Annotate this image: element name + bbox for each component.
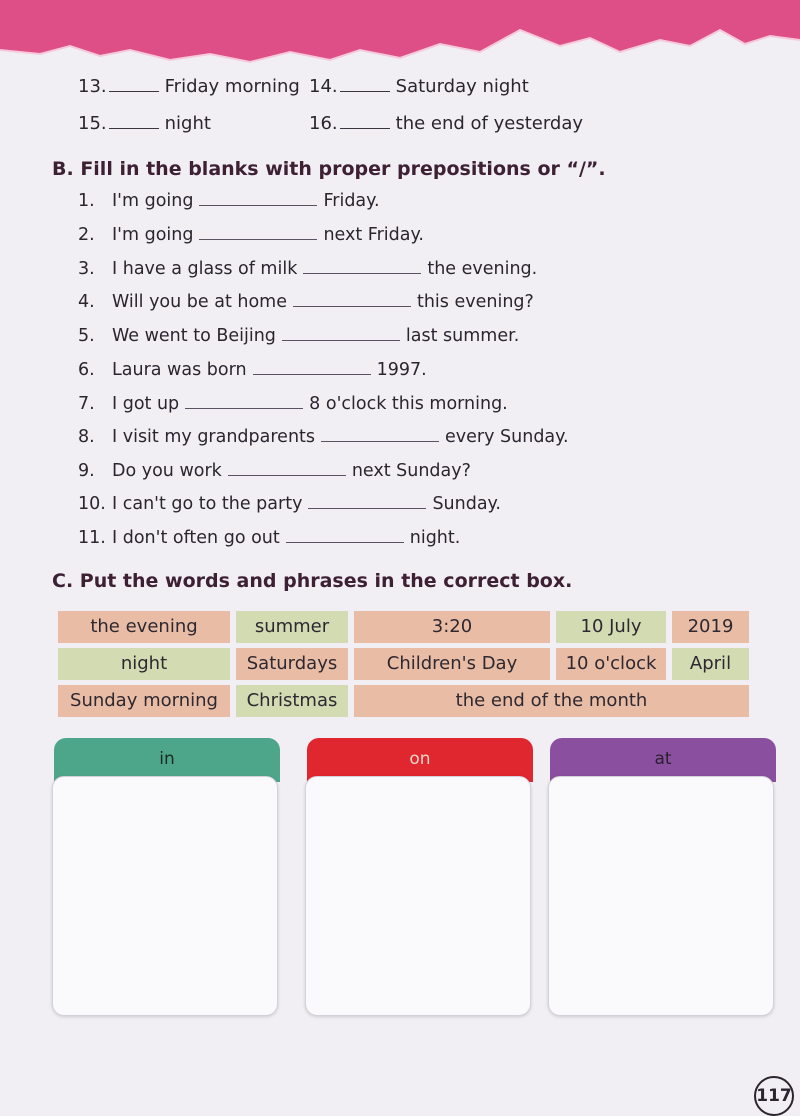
answer-blank[interactable] bbox=[286, 530, 404, 543]
item-after: night. bbox=[409, 528, 461, 548]
phrase-chip[interactable]: April bbox=[672, 648, 749, 680]
item-before: I have a glass of milk bbox=[112, 259, 298, 279]
item-after: 8 o'clock this morning. bbox=[309, 394, 508, 414]
item-text: Saturday night bbox=[395, 76, 529, 97]
phrase-chip[interactable]: 2019 bbox=[672, 611, 749, 643]
phrase-chip[interactable]: Christmas bbox=[236, 685, 348, 717]
answer-blank[interactable] bbox=[321, 429, 439, 442]
item-number: 2. bbox=[78, 225, 95, 245]
answer-blank[interactable] bbox=[228, 463, 346, 476]
item-before: I'm going bbox=[112, 225, 194, 245]
item-14 bbox=[309, 76, 529, 97]
item-before: Laura was born bbox=[112, 360, 247, 380]
item-text: Friday morning bbox=[164, 76, 300, 97]
box-on-area[interactable] bbox=[305, 776, 531, 1016]
answer-blank[interactable] bbox=[340, 91, 390, 92]
exercise-b-4 bbox=[78, 292, 534, 312]
box-at bbox=[550, 738, 776, 1016]
page-number: 117 bbox=[754, 1076, 794, 1116]
item-number: 6. bbox=[78, 360, 95, 380]
item-before: I don't often go out bbox=[112, 528, 280, 548]
answer-blank[interactable] bbox=[185, 396, 303, 409]
item-13 bbox=[78, 76, 300, 97]
phrase-chip[interactable]: 10 July bbox=[556, 611, 666, 643]
item-before: Will you be at home bbox=[112, 292, 287, 312]
item-after: this evening? bbox=[416, 292, 534, 312]
answer-blank[interactable] bbox=[293, 294, 411, 307]
answer-blank[interactable] bbox=[282, 328, 400, 341]
phrase-chip[interactable]: 3:20 bbox=[354, 611, 550, 643]
exercise-b-5 bbox=[78, 326, 519, 346]
item-before: Do you work bbox=[112, 461, 222, 481]
item-after: Sunday. bbox=[432, 494, 501, 514]
answer-blank[interactable] bbox=[199, 193, 317, 206]
item-after: every Sunday. bbox=[445, 427, 569, 447]
item-16 bbox=[309, 113, 583, 134]
item-before: I got up bbox=[112, 394, 180, 414]
item-number: 8. bbox=[78, 427, 95, 447]
phrase-chip[interactable]: summer bbox=[236, 611, 348, 643]
answer-blank[interactable] bbox=[303, 261, 421, 274]
section-b-title: B. Fill in the blanks with proper prepositions or “/”. bbox=[52, 158, 606, 180]
exercise-b-9 bbox=[78, 461, 471, 481]
phrase-chip[interactable]: Children's Day bbox=[354, 648, 550, 680]
item-number: 10. bbox=[78, 494, 106, 514]
item-number: 11. bbox=[78, 528, 106, 548]
answer-blank[interactable] bbox=[199, 227, 317, 240]
answer-blank[interactable] bbox=[340, 128, 390, 129]
item-15 bbox=[78, 113, 211, 134]
item-number: 1. bbox=[78, 191, 95, 211]
answer-blank[interactable] bbox=[253, 362, 371, 375]
phrase-chip[interactable]: 10 o'clock bbox=[556, 648, 666, 680]
item-number: 4. bbox=[78, 292, 95, 312]
box-on-header: on bbox=[307, 738, 533, 782]
phrase-chip[interactable]: Sunday morning bbox=[58, 685, 230, 717]
item-after: 1997. bbox=[376, 360, 427, 380]
item-number: 3. bbox=[78, 259, 95, 279]
exercise-b-7 bbox=[78, 394, 508, 414]
exercise-b-1 bbox=[78, 191, 380, 211]
exercise-b-11 bbox=[78, 528, 460, 548]
phrase-chip[interactable]: night bbox=[58, 648, 230, 680]
item-before: I visit my grandparents bbox=[112, 427, 316, 447]
answer-blank[interactable] bbox=[109, 91, 159, 92]
item-after: last summer. bbox=[405, 326, 520, 346]
item-text: night bbox=[164, 113, 211, 134]
answer-blank[interactable] bbox=[109, 128, 159, 129]
box-in-header: in bbox=[54, 738, 280, 782]
box-at-area[interactable] bbox=[548, 776, 774, 1016]
exercise-b-6 bbox=[78, 360, 427, 380]
item-number: 7. bbox=[78, 394, 95, 414]
exercise-b-8 bbox=[78, 427, 569, 447]
box-at-header: at bbox=[550, 738, 776, 782]
box-in-area[interactable] bbox=[52, 776, 278, 1016]
item-number: 5. bbox=[78, 326, 95, 346]
item-after: next Friday. bbox=[323, 225, 424, 245]
item-number: 15. bbox=[78, 113, 107, 134]
exercise-b-2 bbox=[78, 225, 424, 245]
item-before: I'm going bbox=[112, 191, 194, 211]
phrase-chip[interactable]: the end of the month bbox=[354, 685, 749, 717]
box-in bbox=[54, 738, 280, 1016]
item-text: the end of yesterday bbox=[395, 113, 584, 134]
answer-blank[interactable] bbox=[308, 496, 426, 509]
top-banner bbox=[0, 0, 800, 80]
item-number: 9. bbox=[78, 461, 95, 481]
item-after: the evening. bbox=[427, 259, 538, 279]
box-on bbox=[307, 738, 533, 1016]
section-c-title: C. Put the words and phrases in the correct box. bbox=[52, 570, 573, 592]
phrase-chip[interactable]: the evening bbox=[58, 611, 230, 643]
item-before: I can't go to the party bbox=[112, 494, 303, 514]
exercise-b-10 bbox=[78, 494, 501, 514]
item-after: Friday. bbox=[323, 191, 380, 211]
item-before: We went to Beijing bbox=[112, 326, 276, 346]
item-number: 16. bbox=[309, 113, 338, 134]
item-number: 13. bbox=[78, 76, 107, 97]
item-after: next Sunday? bbox=[351, 461, 471, 481]
item-number: 14. bbox=[309, 76, 338, 97]
exercise-b-3 bbox=[78, 259, 537, 279]
phrase-chip[interactable]: Saturdays bbox=[236, 648, 348, 680]
